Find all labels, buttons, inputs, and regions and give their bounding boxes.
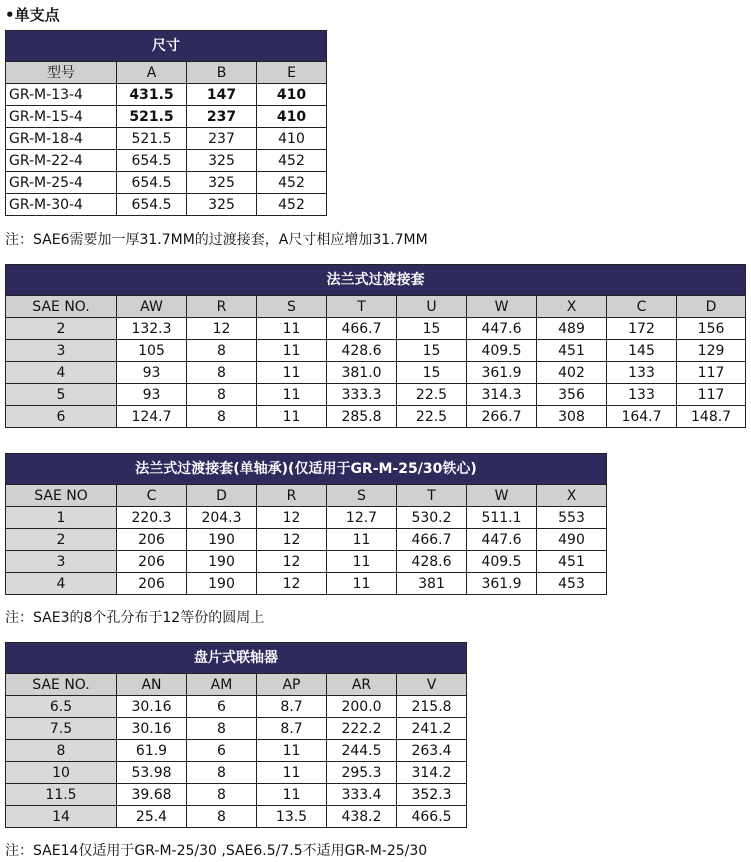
table-cell: 325 bbox=[187, 194, 257, 216]
table-cell: 553 bbox=[537, 507, 607, 529]
model-cell: GR-M-15-4 bbox=[6, 106, 117, 128]
column-header: T bbox=[327, 296, 397, 318]
row-label: 8 bbox=[6, 740, 117, 762]
row-label: 3 bbox=[6, 551, 117, 573]
table-cell: 295.3 bbox=[327, 762, 397, 784]
table-cell: 11 bbox=[257, 362, 327, 384]
table-row bbox=[6, 806, 467, 828]
column-header: SAE NO. bbox=[6, 674, 117, 696]
table-cell: 237 bbox=[187, 106, 257, 128]
table-row bbox=[6, 573, 607, 595]
table-cell: 409.5 bbox=[467, 551, 537, 573]
table-cell: 511.1 bbox=[467, 507, 537, 529]
table-row bbox=[6, 106, 327, 128]
column-header: D bbox=[187, 485, 257, 507]
table-row bbox=[6, 362, 746, 384]
table-cell: 172 bbox=[607, 318, 677, 340]
table-cell: 12 bbox=[257, 507, 327, 529]
table-cell: 451 bbox=[537, 551, 607, 573]
table-cell: 133 bbox=[607, 362, 677, 384]
table-cell: 447.6 bbox=[467, 318, 537, 340]
table-cell: 447.6 bbox=[467, 529, 537, 551]
table-cell: 204.3 bbox=[187, 507, 257, 529]
table-cell: 654.5 bbox=[117, 150, 187, 172]
single-bearing-table bbox=[5, 453, 607, 595]
size-table bbox=[5, 30, 327, 216]
table-cell: 6 bbox=[187, 740, 257, 762]
table-cell: 11 bbox=[257, 740, 327, 762]
table-cell: 453 bbox=[537, 573, 607, 595]
table-cell: 352.3 bbox=[397, 784, 467, 806]
column-header: AN bbox=[117, 674, 187, 696]
table-cell: 452 bbox=[257, 194, 327, 216]
table-row bbox=[6, 84, 327, 106]
table-row bbox=[6, 762, 467, 784]
table-cell: 15 bbox=[397, 340, 467, 362]
table-cell: 12 bbox=[257, 551, 327, 573]
row-label: 5 bbox=[6, 384, 117, 406]
table-cell: 22.5 bbox=[397, 384, 467, 406]
table-cell: 200.0 bbox=[327, 696, 397, 718]
table-cell: 8 bbox=[187, 718, 257, 740]
table-row bbox=[6, 740, 467, 762]
column-header: X bbox=[537, 296, 607, 318]
table-row bbox=[6, 507, 607, 529]
table-cell: 428.6 bbox=[397, 551, 467, 573]
row-label: 4 bbox=[6, 362, 117, 384]
table-cell: 8 bbox=[187, 784, 257, 806]
table-cell: 215.8 bbox=[397, 696, 467, 718]
table-cell: 308 bbox=[537, 406, 607, 428]
row-label: 11.5 bbox=[6, 784, 117, 806]
column-header: C bbox=[607, 296, 677, 318]
table-cell: 22.5 bbox=[397, 406, 467, 428]
column-header: U bbox=[397, 296, 467, 318]
table-cell: 466.5 bbox=[397, 806, 467, 828]
table-title: 尺寸 bbox=[6, 31, 327, 62]
column-header: SAE NO bbox=[6, 485, 117, 507]
column-header: C bbox=[117, 485, 187, 507]
table-cell: 8 bbox=[187, 762, 257, 784]
table-cell: 410 bbox=[257, 106, 327, 128]
table-cell: 8 bbox=[187, 384, 257, 406]
table-row bbox=[6, 340, 746, 362]
table-cell: 466.7 bbox=[397, 529, 467, 551]
table-title: 法兰式过渡接套(单轴承)(仅适用于GR-M-25/30铁心) bbox=[6, 454, 607, 485]
table-cell: 124.7 bbox=[117, 406, 187, 428]
table-cell: 466.7 bbox=[327, 318, 397, 340]
table-cell: 8.7 bbox=[257, 696, 327, 718]
column-header: AW bbox=[117, 296, 187, 318]
table-cell: 11 bbox=[327, 573, 397, 595]
column-header: AR bbox=[327, 674, 397, 696]
table-row bbox=[6, 784, 467, 806]
column-header: X bbox=[537, 485, 607, 507]
table-cell: 381 bbox=[397, 573, 467, 595]
row-label: 6.5 bbox=[6, 696, 117, 718]
table-cell: 410 bbox=[257, 128, 327, 150]
table-cell: 8 bbox=[187, 362, 257, 384]
table-cell: 11 bbox=[257, 318, 327, 340]
table-cell: 12 bbox=[257, 529, 327, 551]
column-header: R bbox=[257, 485, 327, 507]
table-cell: 13.5 bbox=[257, 806, 327, 828]
table-cell: 325 bbox=[187, 172, 257, 194]
table-row bbox=[6, 696, 467, 718]
table-cell: 452 bbox=[257, 150, 327, 172]
table-cell: 206 bbox=[117, 529, 187, 551]
table-cell: 148.7 bbox=[677, 406, 746, 428]
table-cell: 241.2 bbox=[397, 718, 467, 740]
column-header: R bbox=[187, 296, 257, 318]
single-bearing-note: 注：SAE3的8个孔分布于12等份的圆周上 bbox=[5, 610, 265, 626]
table-cell: 93 bbox=[117, 362, 187, 384]
table-cell: 206 bbox=[117, 551, 187, 573]
table-cell: 30.16 bbox=[117, 718, 187, 740]
table-cell: 263.4 bbox=[397, 740, 467, 762]
table-cell: 333.4 bbox=[327, 784, 397, 806]
size-table-note: 注：SAE6需要加一厚31.7MM的过渡接套，A尺寸相应增加31.7MM bbox=[5, 232, 428, 248]
table-cell: 654.5 bbox=[117, 194, 187, 216]
table-cell: 15 bbox=[397, 318, 467, 340]
row-label: 14 bbox=[6, 806, 117, 828]
table-cell: 11 bbox=[257, 340, 327, 362]
table-cell: 409.5 bbox=[467, 340, 537, 362]
table-cell: 428.6 bbox=[327, 340, 397, 362]
table-cell: 190 bbox=[187, 551, 257, 573]
column-header: B bbox=[187, 62, 257, 84]
table-cell: 147 bbox=[187, 84, 257, 106]
row-label: 10 bbox=[6, 762, 117, 784]
table-cell: 410 bbox=[257, 84, 327, 106]
disc-coupling-table bbox=[5, 642, 467, 828]
column-header: W bbox=[467, 296, 537, 318]
table-cell: 11 bbox=[327, 551, 397, 573]
table-cell: 361.9 bbox=[467, 573, 537, 595]
table-row bbox=[6, 150, 327, 172]
table-cell: 222.2 bbox=[327, 718, 397, 740]
column-header: S bbox=[327, 485, 397, 507]
row-label: 4 bbox=[6, 573, 117, 595]
table-cell: 145 bbox=[607, 340, 677, 362]
column-header: D bbox=[677, 296, 746, 318]
table-cell: 39.68 bbox=[117, 784, 187, 806]
table-cell: 190 bbox=[187, 573, 257, 595]
table-cell: 8 bbox=[187, 340, 257, 362]
table-cell: 285.8 bbox=[327, 406, 397, 428]
table-cell: 11 bbox=[257, 762, 327, 784]
column-header: T bbox=[397, 485, 467, 507]
table-cell: 53.98 bbox=[117, 762, 187, 784]
row-label: 2 bbox=[6, 529, 117, 551]
column-header: AM bbox=[187, 674, 257, 696]
table-cell: 206 bbox=[117, 573, 187, 595]
table-cell: 356 bbox=[537, 384, 607, 406]
table-cell: 489 bbox=[537, 318, 607, 340]
table-cell: 61.9 bbox=[117, 740, 187, 762]
table-cell: 490 bbox=[537, 529, 607, 551]
table-cell: 129 bbox=[677, 340, 746, 362]
table-cell: 654.5 bbox=[117, 172, 187, 194]
column-header: A bbox=[117, 62, 187, 84]
table-cell: 438.2 bbox=[327, 806, 397, 828]
column-header: AP bbox=[257, 674, 327, 696]
row-label: 3 bbox=[6, 340, 117, 362]
table-cell: 8.7 bbox=[257, 718, 327, 740]
table-cell: 105 bbox=[117, 340, 187, 362]
table-cell: 190 bbox=[187, 529, 257, 551]
table-cell: 220.3 bbox=[117, 507, 187, 529]
table-row bbox=[6, 551, 607, 573]
table-row bbox=[6, 128, 327, 150]
column-header: SAE NO. bbox=[6, 296, 117, 318]
column-header: E bbox=[257, 62, 327, 84]
table-row bbox=[6, 384, 746, 406]
table-row bbox=[6, 194, 327, 216]
table-cell: 117 bbox=[677, 384, 746, 406]
table-row bbox=[6, 406, 746, 428]
table-cell: 8 bbox=[187, 406, 257, 428]
column-header: V bbox=[397, 674, 467, 696]
table-cell: 164.7 bbox=[607, 406, 677, 428]
table-cell: 314.2 bbox=[397, 762, 467, 784]
column-header: 型号 bbox=[6, 62, 117, 84]
table-cell: 402 bbox=[537, 362, 607, 384]
table-cell: 521.5 bbox=[117, 128, 187, 150]
table-cell: 6 bbox=[187, 696, 257, 718]
table-cell: 11 bbox=[257, 384, 327, 406]
section-heading: •单支点 bbox=[5, 6, 60, 24]
table-cell: 132.3 bbox=[117, 318, 187, 340]
table-cell: 244.5 bbox=[327, 740, 397, 762]
table-cell: 451 bbox=[537, 340, 607, 362]
row-label: 7.5 bbox=[6, 718, 117, 740]
flange-table bbox=[5, 264, 746, 428]
table-title: 盘片式联轴器 bbox=[6, 643, 467, 674]
row-label: 2 bbox=[6, 318, 117, 340]
table-cell: 156 bbox=[677, 318, 746, 340]
table-cell: 12 bbox=[187, 318, 257, 340]
table-cell: 12.7 bbox=[327, 507, 397, 529]
table-cell: 25.4 bbox=[117, 806, 187, 828]
table-cell: 431.5 bbox=[117, 84, 187, 106]
model-cell: GR-M-13-4 bbox=[6, 84, 117, 106]
table-cell: 325 bbox=[187, 150, 257, 172]
model-cell: GR-M-22-4 bbox=[6, 150, 117, 172]
model-cell: GR-M-25-4 bbox=[6, 172, 117, 194]
table-title: 法兰式过渡接套 bbox=[6, 265, 746, 296]
table-cell: 381.0 bbox=[327, 362, 397, 384]
table-cell: 11 bbox=[257, 784, 327, 806]
model-cell: GR-M-18-4 bbox=[6, 128, 117, 150]
table-row bbox=[6, 318, 746, 340]
model-cell: GR-M-30-4 bbox=[6, 194, 117, 216]
row-label: 1 bbox=[6, 507, 117, 529]
table-cell: 237 bbox=[187, 128, 257, 150]
table-cell: 93 bbox=[117, 384, 187, 406]
table-row bbox=[6, 529, 607, 551]
row-label: 6 bbox=[6, 406, 117, 428]
table-cell: 8 bbox=[187, 806, 257, 828]
table-cell: 521.5 bbox=[117, 106, 187, 128]
disc-coupling-note: 注：SAE14仅适用于GR-M-25/30 ,SAE6.5/7.5不适用GR-M-25/30 bbox=[5, 843, 428, 859]
table-cell: 452 bbox=[257, 172, 327, 194]
table-cell: 117 bbox=[677, 362, 746, 384]
table-row bbox=[6, 718, 467, 740]
table-cell: 361.9 bbox=[467, 362, 537, 384]
column-header: S bbox=[257, 296, 327, 318]
table-row bbox=[6, 172, 327, 194]
table-cell: 11 bbox=[327, 529, 397, 551]
table-cell: 12 bbox=[257, 573, 327, 595]
table-cell: 314.3 bbox=[467, 384, 537, 406]
table-cell: 30.16 bbox=[117, 696, 187, 718]
table-cell: 15 bbox=[397, 362, 467, 384]
column-header: W bbox=[467, 485, 537, 507]
table-cell: 266.7 bbox=[467, 406, 537, 428]
table-cell: 333.3 bbox=[327, 384, 397, 406]
table-cell: 530.2 bbox=[397, 507, 467, 529]
table-cell: 11 bbox=[257, 406, 327, 428]
table-cell: 133 bbox=[607, 384, 677, 406]
